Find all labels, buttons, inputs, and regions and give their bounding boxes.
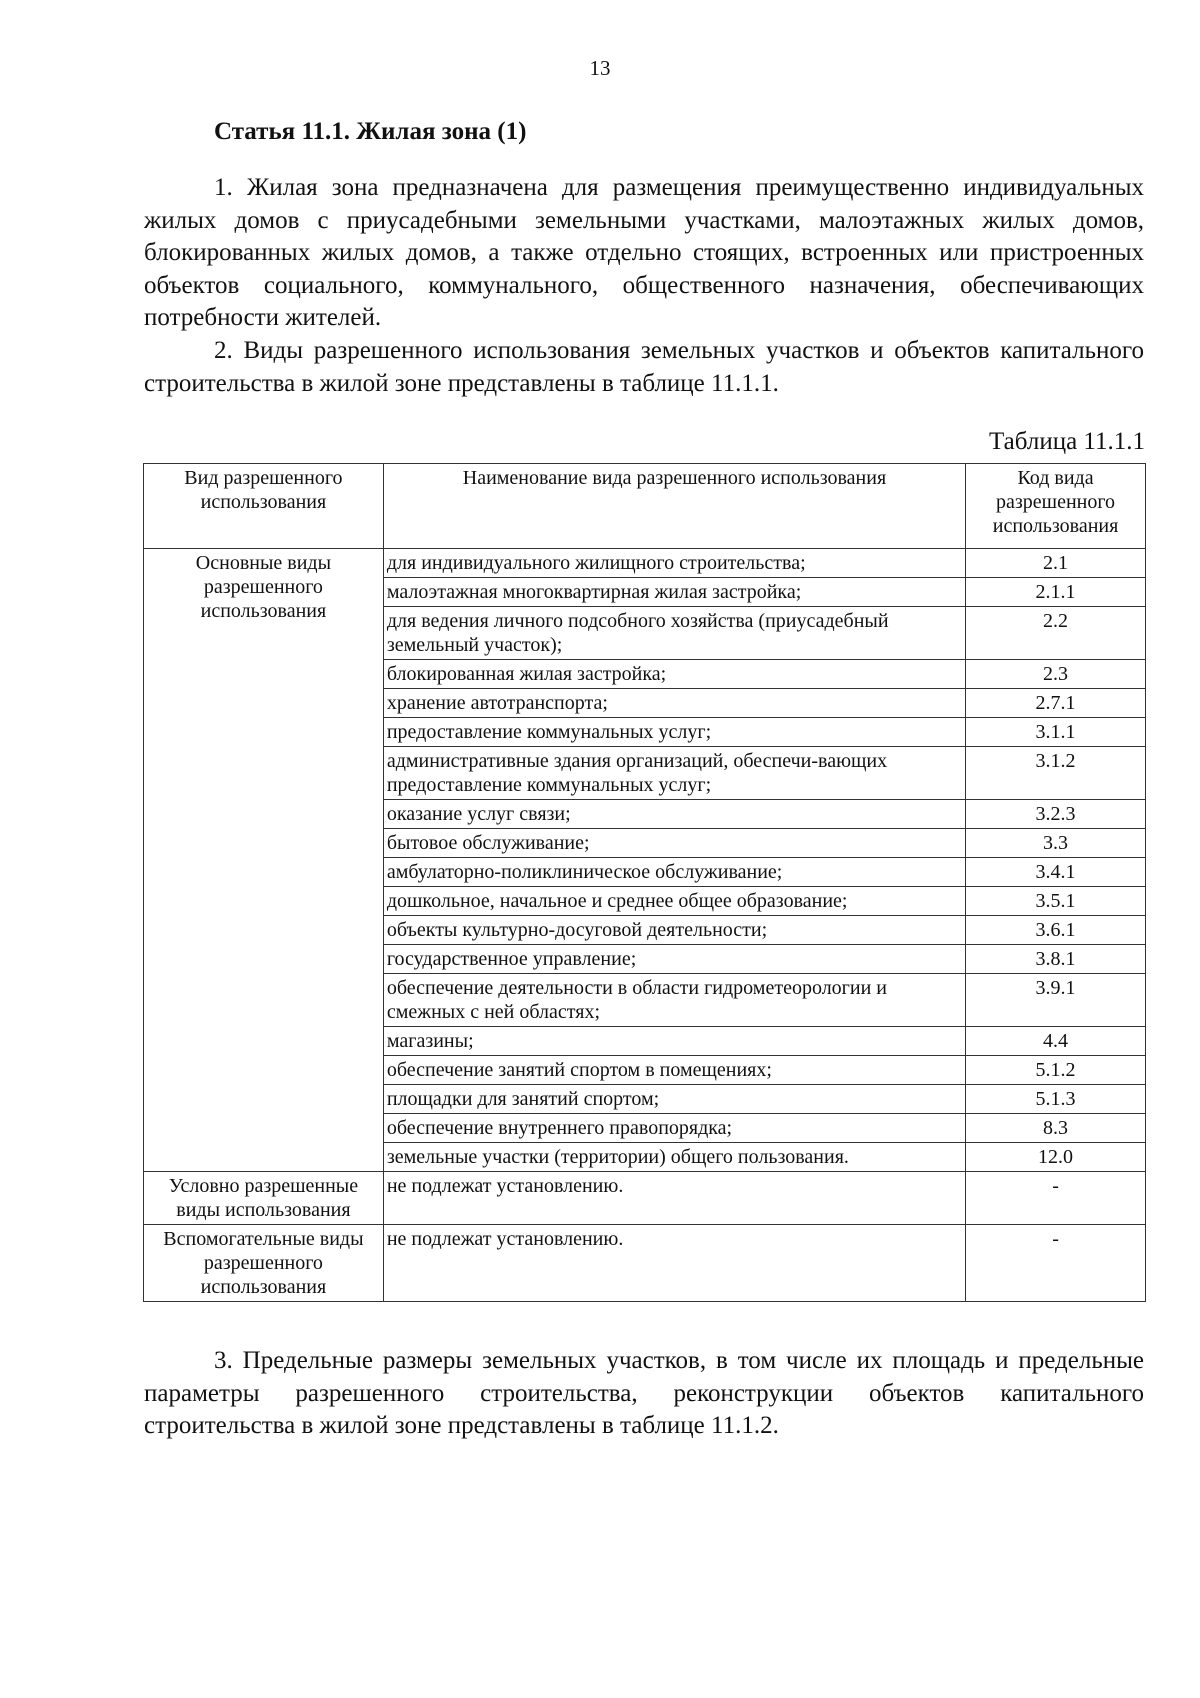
table-row	[144, 1172, 1146, 1225]
page-number: 13	[589, 56, 611, 80]
use-name-cell: обеспечение занятий спортом в помещениях;	[383, 1056, 965, 1085]
use-code-cell: 2.1	[966, 549, 1146, 578]
use-name-cell: государственное управление;	[383, 945, 965, 974]
use-name-cell: земельные участки (территории) общего пользования.	[383, 1143, 965, 1172]
use-name-cell: обеспечение внутреннего правопорядка;	[383, 1114, 965, 1143]
use-code-cell: 2.3	[966, 660, 1146, 689]
use-code-cell: 2.1.1	[966, 578, 1146, 607]
use-name-cell: не подлежат установлению.	[383, 1172, 965, 1225]
use-name-cell: амбулаторно-поликлиническое обслуживание;	[383, 858, 965, 887]
use-code-cell: 5.1.2	[966, 1056, 1146, 1085]
use-name-cell: малоэтажная многоквартирная жилая застройка;	[383, 578, 965, 607]
header-use-name: Наименование вида разрешенного использования	[383, 464, 965, 549]
table-body	[144, 549, 1146, 1302]
paragraph-2	[144, 335, 1144, 400]
use-category-cell: Вспомогательные виды разрешенного использования	[144, 1225, 384, 1302]
use-name-cell: блокированная жилая застройка;	[383, 660, 965, 689]
use-name-cell: административные здания организаций, обеспечи-вающих предоставление коммунальных услуг;	[383, 747, 965, 800]
use-category-cell: Основные виды разрешенного использования	[144, 549, 384, 1172]
use-code-cell: 2.7.1	[966, 689, 1146, 718]
use-code-cell: 12.0	[966, 1143, 1146, 1172]
use-code-cell: 4.4	[966, 1027, 1146, 1056]
use-code-cell: 3.2.3	[966, 800, 1146, 829]
table-row	[144, 549, 1146, 578]
use-code-cell: 3.1.1	[966, 718, 1146, 747]
permitted-use-table	[143, 463, 1146, 1302]
use-name-cell: обеспечение деятельности в области гидрометеорологии и смежных с ней областях;	[383, 974, 965, 1027]
paragraph-1-text: 1. Жилая зона предназначена для размещения преимущественно индивидуальных жилых домов с приусадебными земельными участками, малоэтажных жилых домов, блокированных жилых домов, а также отдельно стоящих, встроенных или пристроенных объектов социального, коммунального, общественного назначения, обеспечивающих потребности жителей.	[144, 174, 1144, 331]
use-code-cell: -	[966, 1225, 1146, 1302]
use-code-cell: 5.1.3	[966, 1085, 1146, 1114]
use-name-cell: оказание услуг связи;	[383, 800, 965, 829]
use-name-cell: объекты культурно-досуговой деятельности;	[383, 916, 965, 945]
use-name-cell: предоставление коммунальных услуг;	[383, 718, 965, 747]
use-code-cell: 3.5.1	[966, 887, 1146, 916]
header-use-code: Код вида разрешенного использования	[966, 464, 1146, 549]
use-name-cell: площадки для занятий спортом;	[383, 1085, 965, 1114]
paragraph-1	[144, 172, 1144, 335]
use-name-cell: не подлежат установлению.	[383, 1225, 965, 1302]
paragraph-3	[144, 1345, 1144, 1443]
use-code-cell: 2.2	[966, 607, 1146, 660]
use-code-cell: 3.3	[966, 829, 1146, 858]
use-name-cell: для ведения личного подсобного хозяйства (приусадебный земельный участок);	[383, 607, 965, 660]
use-name-cell: для индивидуального жилищного строительства;	[383, 549, 965, 578]
use-name-cell: дошкольное, начальное и среднее общее образование;	[383, 887, 965, 916]
use-category-cell: Условно разрешенные виды использования	[144, 1172, 384, 1225]
use-code-cell: 8.3	[966, 1114, 1146, 1143]
use-code-cell: 3.8.1	[966, 945, 1146, 974]
header-use-type: Вид разрешенного использования	[144, 464, 384, 549]
use-name-cell: хранение автотранспорта;	[383, 689, 965, 718]
table-row	[144, 1225, 1146, 1302]
use-code-cell: 3.4.1	[966, 858, 1146, 887]
use-name-cell: магазины;	[383, 1027, 965, 1056]
use-name-cell: бытовое обслуживание;	[383, 829, 965, 858]
use-code-cell: -	[966, 1172, 1146, 1225]
paragraph-2-text: 2. Виды разрешенного использования земельных участков и объектов капитального строительства в жилой зоне представлены в таблице 11.1.1.	[144, 337, 1144, 397]
table-header-row	[144, 464, 1146, 549]
article-heading: Статья 11.1. Жилая зона (1)	[214, 118, 527, 145]
paragraph-3-text: 3. Предельные размеры земельных участков, в том числе их площадь и предельные параметры разрешенного строительства, реконструкции объектов капитального строительства в жилой зоне представлены в таблице 11.1.2.	[144, 1347, 1144, 1439]
use-code-cell: 3.6.1	[966, 916, 1146, 945]
table-caption: Таблица 11.1.1	[989, 428, 1145, 455]
use-code-cell: 3.9.1	[966, 974, 1146, 1027]
use-code-cell: 3.1.2	[966, 747, 1146, 800]
